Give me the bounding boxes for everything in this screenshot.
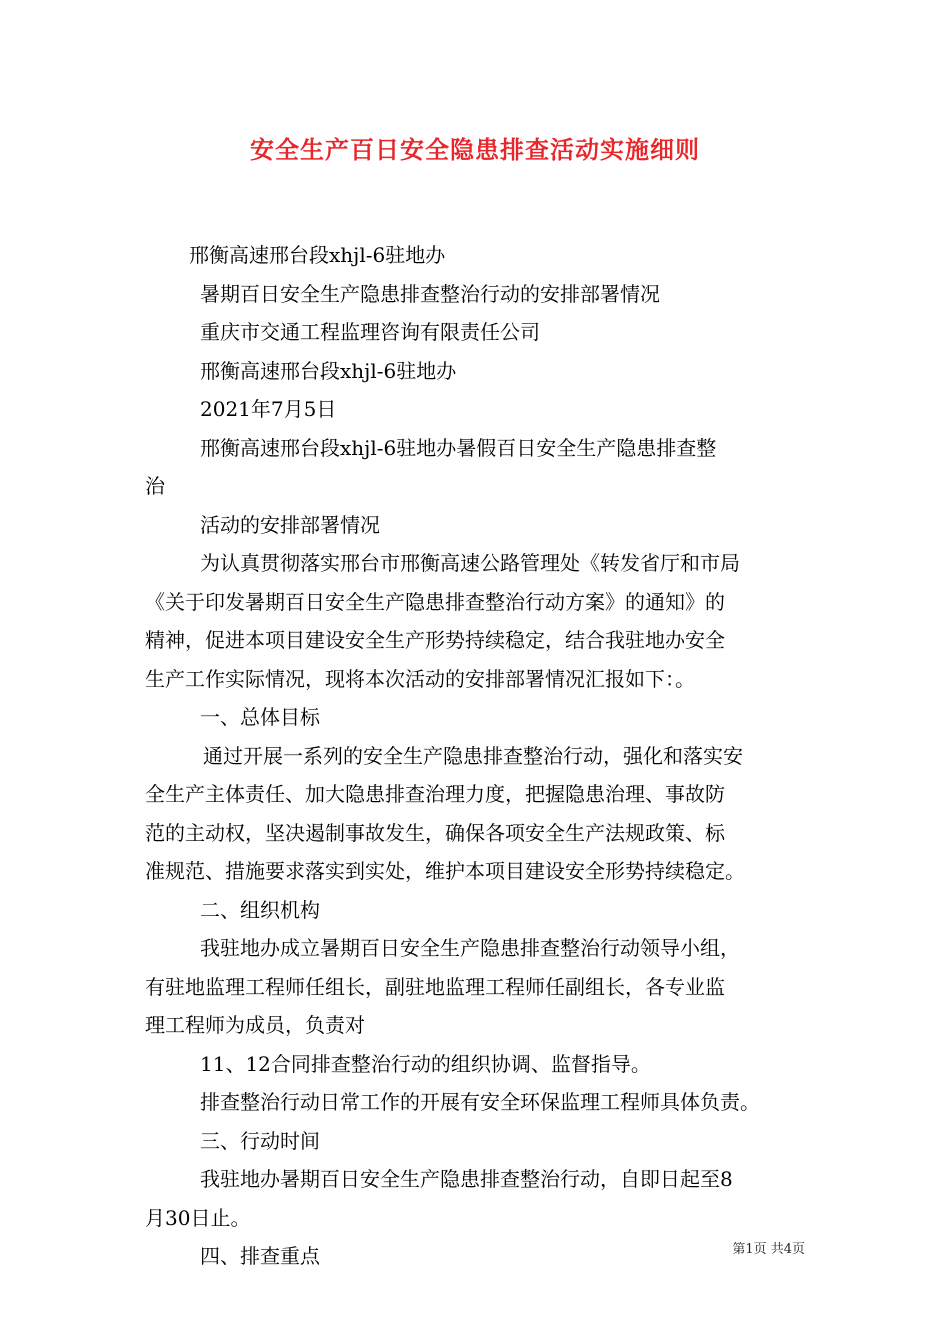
section-heading: 四、排查重点 bbox=[200, 1244, 320, 1268]
paragraph-line: 邢衡高速邢台段xhjl-6驻地办暑假百日安全生产隐患排查整 bbox=[200, 435, 717, 460]
section-heading: 一、总体目标 bbox=[200, 705, 320, 729]
paragraph-line: 全生产主体责任、加大隐患排查治理力度，把握隐患治理、事故防 bbox=[145, 782, 725, 806]
section-heading: 三、行动时间 bbox=[200, 1128, 320, 1153]
paragraph-line: 生产工作实际情况，现将本次活动的安排部署情况汇报如下：。 bbox=[145, 666, 695, 691]
paragraph-line: 邢衡高速邢台段xhjl-6驻地办 bbox=[189, 243, 446, 267]
paragraph-line: 我驻地办成立暑期百日安全生产隐患排查整治行动领导小组， bbox=[200, 936, 740, 960]
paragraph-line: 月30日止。 bbox=[145, 1205, 251, 1230]
page-number: 第1页 共4页 bbox=[732, 1242, 805, 1257]
paragraph-line: 《关于印发暑期百日安全生产隐患排查整治行动方案》的通知》的 bbox=[145, 589, 725, 614]
paragraph-line: 范的主动权，坚决遏制事故发生，确保各项安全生产法规政策、标 bbox=[145, 820, 725, 845]
document-body bbox=[145, 236, 810, 1276]
paragraph-line: 我驻地办暑期百日安全生产隐患排查整治行动，自即日起至8 bbox=[200, 1167, 733, 1191]
paragraph-line: 暑期百日安全生产隐患排查整治行动的安排部署情况 bbox=[200, 281, 660, 306]
paragraph-line: 邢衡高速邢台段xhjl-6驻地办 bbox=[200, 358, 457, 383]
paragraph-line: 治 bbox=[145, 474, 165, 498]
paragraph-line: 重庆市交通工程监理咨询有限责任公司 bbox=[200, 320, 540, 344]
paragraph-line: 活动的安排部署情况 bbox=[200, 512, 380, 537]
paragraph-line: 通过开展一系列的安全生产隐患排查整治行动，强化和落实安 bbox=[203, 743, 743, 768]
paragraph-line: 排查整治行动日常工作的开展有安全环保监理工程师具体负责。 bbox=[200, 1090, 760, 1114]
paragraph-line: 精神，促进本项目建设安全生产形势持续稳定，结合我驻地办安全 bbox=[145, 628, 725, 652]
paragraph-line: 有驻地监理工程师任组长，副驻地监理工程师任副组长，各专业监 bbox=[145, 974, 725, 999]
section-heading: 二、组织机构 bbox=[200, 897, 320, 922]
document-title: 安全生产百日安全隐患排查活动实施细则 bbox=[250, 136, 700, 164]
paragraph-line: 2021年7月5日 bbox=[200, 397, 337, 421]
paragraph-line: 理工程师为成员，负责对 bbox=[145, 1013, 365, 1037]
paragraph-line: 准规范、措施要求落实到实处，维护本项目建设安全形势持续稳定。 bbox=[145, 859, 745, 883]
paragraph-line: 为认真贯彻落实邢台市邢衡高速公路管理处《转发省厅和市局 bbox=[200, 551, 740, 575]
paragraph-line: 11、12合同排查整治行动的组织协调、监督指导。 bbox=[200, 1051, 651, 1076]
